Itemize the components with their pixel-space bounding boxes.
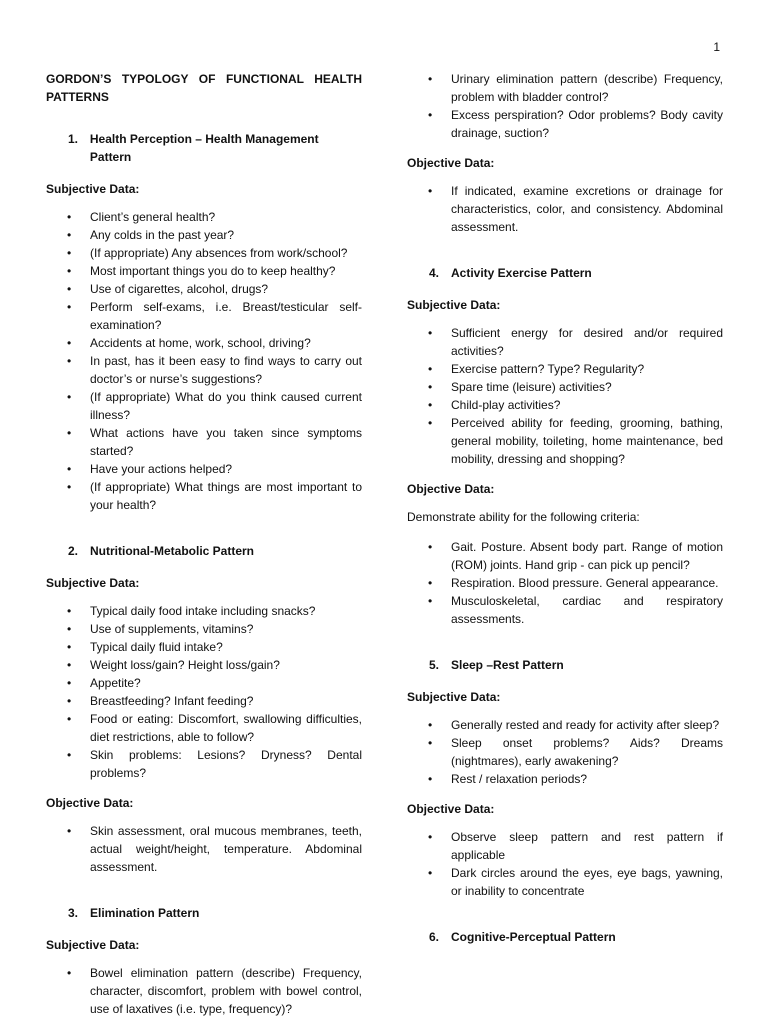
data-type-label: Objective Data: [46, 796, 134, 810]
bullet-list [407, 828, 723, 900]
data-type-label: Subjective Data: [46, 576, 140, 590]
data-type-label: Subjective Data: [46, 938, 140, 952]
section-title: Nutritional-Metabolic Pattern [90, 544, 255, 558]
list-item: • Musculoskeletal, cardiac and respiratory assessments. [407, 592, 723, 628]
section-spacer [407, 640, 723, 656]
section-title: Sleep –Rest Pattern [451, 658, 564, 672]
data-type-label: Objective Data: [407, 802, 495, 816]
section-heading [46, 542, 362, 560]
section-heading [407, 264, 723, 282]
list-item: • Excess perspiration? Odor problems? Body cavity drainage, suction? [407, 106, 723, 142]
bullet-list [407, 182, 723, 236]
data-type-label: Subjective Data: [407, 298, 501, 312]
section-title: Cognitive-Perceptual Pattern [451, 930, 616, 944]
left-column [46, 70, 362, 1030]
list-item: • (If appropriate) Any absences from work/school? [46, 244, 362, 262]
list-item: • Weight loss/gain? Height loss/gain? [46, 656, 362, 674]
paragraph: Demonstrate ability for the following criteria: [407, 510, 640, 524]
list-item: • Gait. Posture. Absent body part. Range of motion (ROM) joints. Hand grip - can pick up pencil? [407, 538, 723, 574]
bullet-list [46, 602, 362, 782]
section-number: 4. [429, 266, 440, 280]
document-title: GORDON’S TYPOLOGY OF FUNCTIONAL HEALTH PATTERNS [46, 72, 362, 104]
list-item: • Observe sleep pattern and rest pattern if applicable [407, 828, 723, 864]
list-item: • Sleep onset problems? Aids? Dreams (nightmares), early awakening? [407, 734, 723, 770]
bullet-list [46, 822, 362, 876]
data-type-label: Subjective Data: [407, 690, 501, 704]
list-item: • Sufficient energy for desired and/or required activities? [407, 324, 723, 360]
list-item: • Breastfeeding? Infant feeding? [46, 692, 362, 710]
right-column-content [407, 70, 723, 946]
right-column [407, 70, 723, 960]
list-item: • Any colds in the past year? [46, 226, 362, 244]
list-item: • Use of supplements, vitamins? [46, 620, 362, 638]
list-item: • Rest / relaxation periods? [407, 770, 723, 788]
data-type-label: Objective Data: [407, 156, 495, 170]
data-type-label: Subjective Data: [46, 182, 140, 196]
left-column-content [46, 130, 362, 1018]
list-item: • Accidents at home, work, school, driving? [46, 334, 362, 352]
section-title: Health Perception – Health Management Pattern [89, 132, 319, 164]
bullet-list [407, 538, 723, 628]
bullet-list [46, 208, 362, 514]
section-number: 1. [68, 132, 79, 146]
bullet-list [407, 324, 723, 468]
bullet-list [407, 70, 723, 142]
list-item: • Client’s general health? [46, 208, 362, 226]
list-item: • Perceived ability for feeding, grooming, bathing, general mobility, toileting, home maintenance, bed mobility, dressing and shopping? [407, 414, 723, 468]
list-item: • Have your actions helped? [46, 460, 362, 478]
list-item: • (If appropriate) What things are most important to your health? [46, 478, 362, 514]
list-item: • Exercise pattern? Type? Regularity? [407, 360, 723, 378]
bullet-list [407, 716, 723, 788]
list-item: • Dark circles around the eyes, eye bags, yawning, or inability to concentrate [407, 864, 723, 900]
list-item: • Skin problems: Lesions? Dryness? Dental problems? [46, 746, 362, 782]
section-number: 5. [429, 658, 440, 672]
list-item: • Most important things you do to keep healthy? [46, 262, 362, 280]
list-item: • Food or eating: Discomfort, swallowing difficulties, diet restrictions, able to follow? [46, 710, 362, 746]
list-item: • In past, has it been easy to find ways to carry out doctor’s or nurse’s suggestions? [46, 352, 362, 388]
list-item: • Typical daily fluid intake? [46, 638, 362, 656]
list-item: • Perform self-exams, i.e. Breast/testicular self-examination? [46, 298, 362, 334]
list-item: • Typical daily food intake including snacks? [46, 602, 362, 620]
section-heading [46, 130, 362, 166]
list-item: • Child-play activities? [407, 396, 723, 414]
list-item: • Urinary elimination pattern (describe) Frequency, problem with bladder control? [407, 70, 723, 106]
list-item: • If indicated, examine excretions or drainage for characteristics, color, and consistency. Abdominal assessment. [407, 182, 723, 236]
section-heading [407, 928, 723, 946]
page-number: 1 [713, 40, 720, 54]
list-item: • Respiration. Blood pressure. General appearance. [407, 574, 723, 592]
list-item: • (If appropriate) What do you think caused current illness? [46, 388, 362, 424]
list-item: • Spare time (leisure) activities? [407, 378, 723, 396]
bullet-list [46, 964, 362, 1018]
list-item: • Bowel elimination pattern (describe) Frequency, character, discomfort, problem with bowel control, use of laxatives (i.e. type, frequency)? [46, 964, 362, 1018]
data-type-label: Objective Data: [407, 482, 495, 496]
section-heading [46, 904, 362, 922]
section-spacer [46, 526, 362, 542]
section-spacer [46, 888, 362, 904]
section-spacer [407, 912, 723, 928]
list-item: • Skin assessment, oral mucous membranes, teeth, actual weight/height, temperature. Abdominal assessment. [46, 822, 362, 876]
section-heading [407, 656, 723, 674]
section-title: Activity Exercise Pattern [451, 266, 592, 280]
section-spacer [407, 248, 723, 264]
list-item: • Generally rested and ready for activity after sleep? [407, 716, 723, 734]
list-item: • Use of cigarettes, alcohol, drugs? [46, 280, 362, 298]
section-number: 6. [429, 930, 440, 944]
list-item: • What actions have you taken since symptoms started? [46, 424, 362, 460]
list-item: • Appetite? [46, 674, 362, 692]
section-title: Elimination Pattern [90, 906, 200, 920]
section-number: 2. [68, 544, 79, 558]
section-number: 3. [68, 906, 79, 920]
